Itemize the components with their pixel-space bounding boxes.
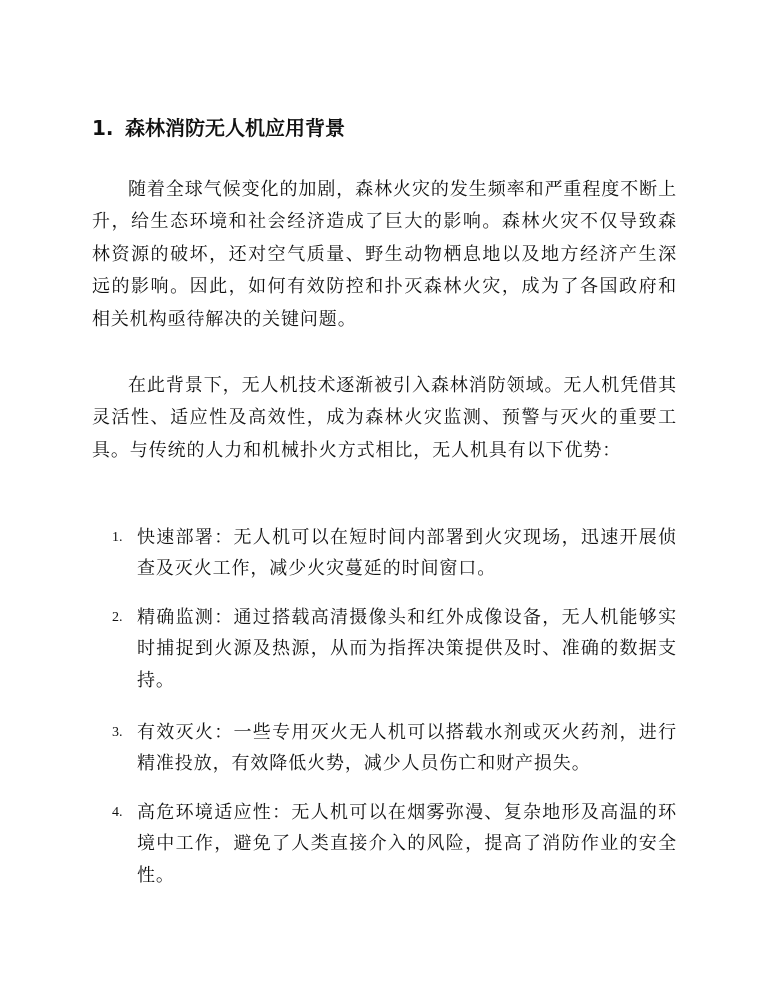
list-item-text: 快速部署：无人机可以在短时间内部署到火灾现场，迅速开展侦查及灭火工作，减少火灾蔓延的时间窗口。 xyxy=(137,527,677,580)
paragraph-background: 随着全球气候变化的加剧，森林火灾的发生频率和严重程度不断上升，给生态环境和社会经济造成了巨大的影响。森林火灾不仅导致森林资源的破坏，还对空气质量、野生动物栖息地以及地方经济产生深远的影响。因此，如何有效防控和扑灭森林火灾，成为了各国政府和相关机构亟待解决的关键问题。 xyxy=(92,179,677,330)
section-title: 森林消防无人机应用背景 xyxy=(125,116,345,140)
list-item-text: 精确监测：通过搭载高清摄像头和红外成像设备，无人机能够实时捕捉到火源及热源，从而为指挥决策提供及时、准确的数据支持。 xyxy=(137,607,677,691)
list-item-number: 3. xyxy=(112,725,123,740)
paragraph-uav-intro: 在此背景下，无人机技术逐渐被引入森林消防领域。无人机凭借其灵活性、适应性及高效性，成为森林火灾监测、预警与灭火的重要工具。与传统的人力和机械扑火方式相比，无人机具有以下优势： xyxy=(92,375,677,461)
list-item-text: 高危环境适应性：无人机可以在烟雾弥漫、复杂地形及高温的环境中工作，避免了人类直接介入的风险，提高了消防作业的安全性。 xyxy=(137,802,677,886)
list-item-text: 有效灭火：一些专用灭火无人机可以搭载水剂或灭火药剂，进行精准投放，有效降低火势，减少人员伤亡和财产损失。 xyxy=(137,722,677,775)
list-item-number: 4. xyxy=(112,805,123,820)
list-item-number: 2. xyxy=(112,610,123,625)
list-item-number: 1. xyxy=(112,530,123,545)
section-heading xyxy=(92,114,345,142)
section-number: 1. xyxy=(92,116,114,140)
